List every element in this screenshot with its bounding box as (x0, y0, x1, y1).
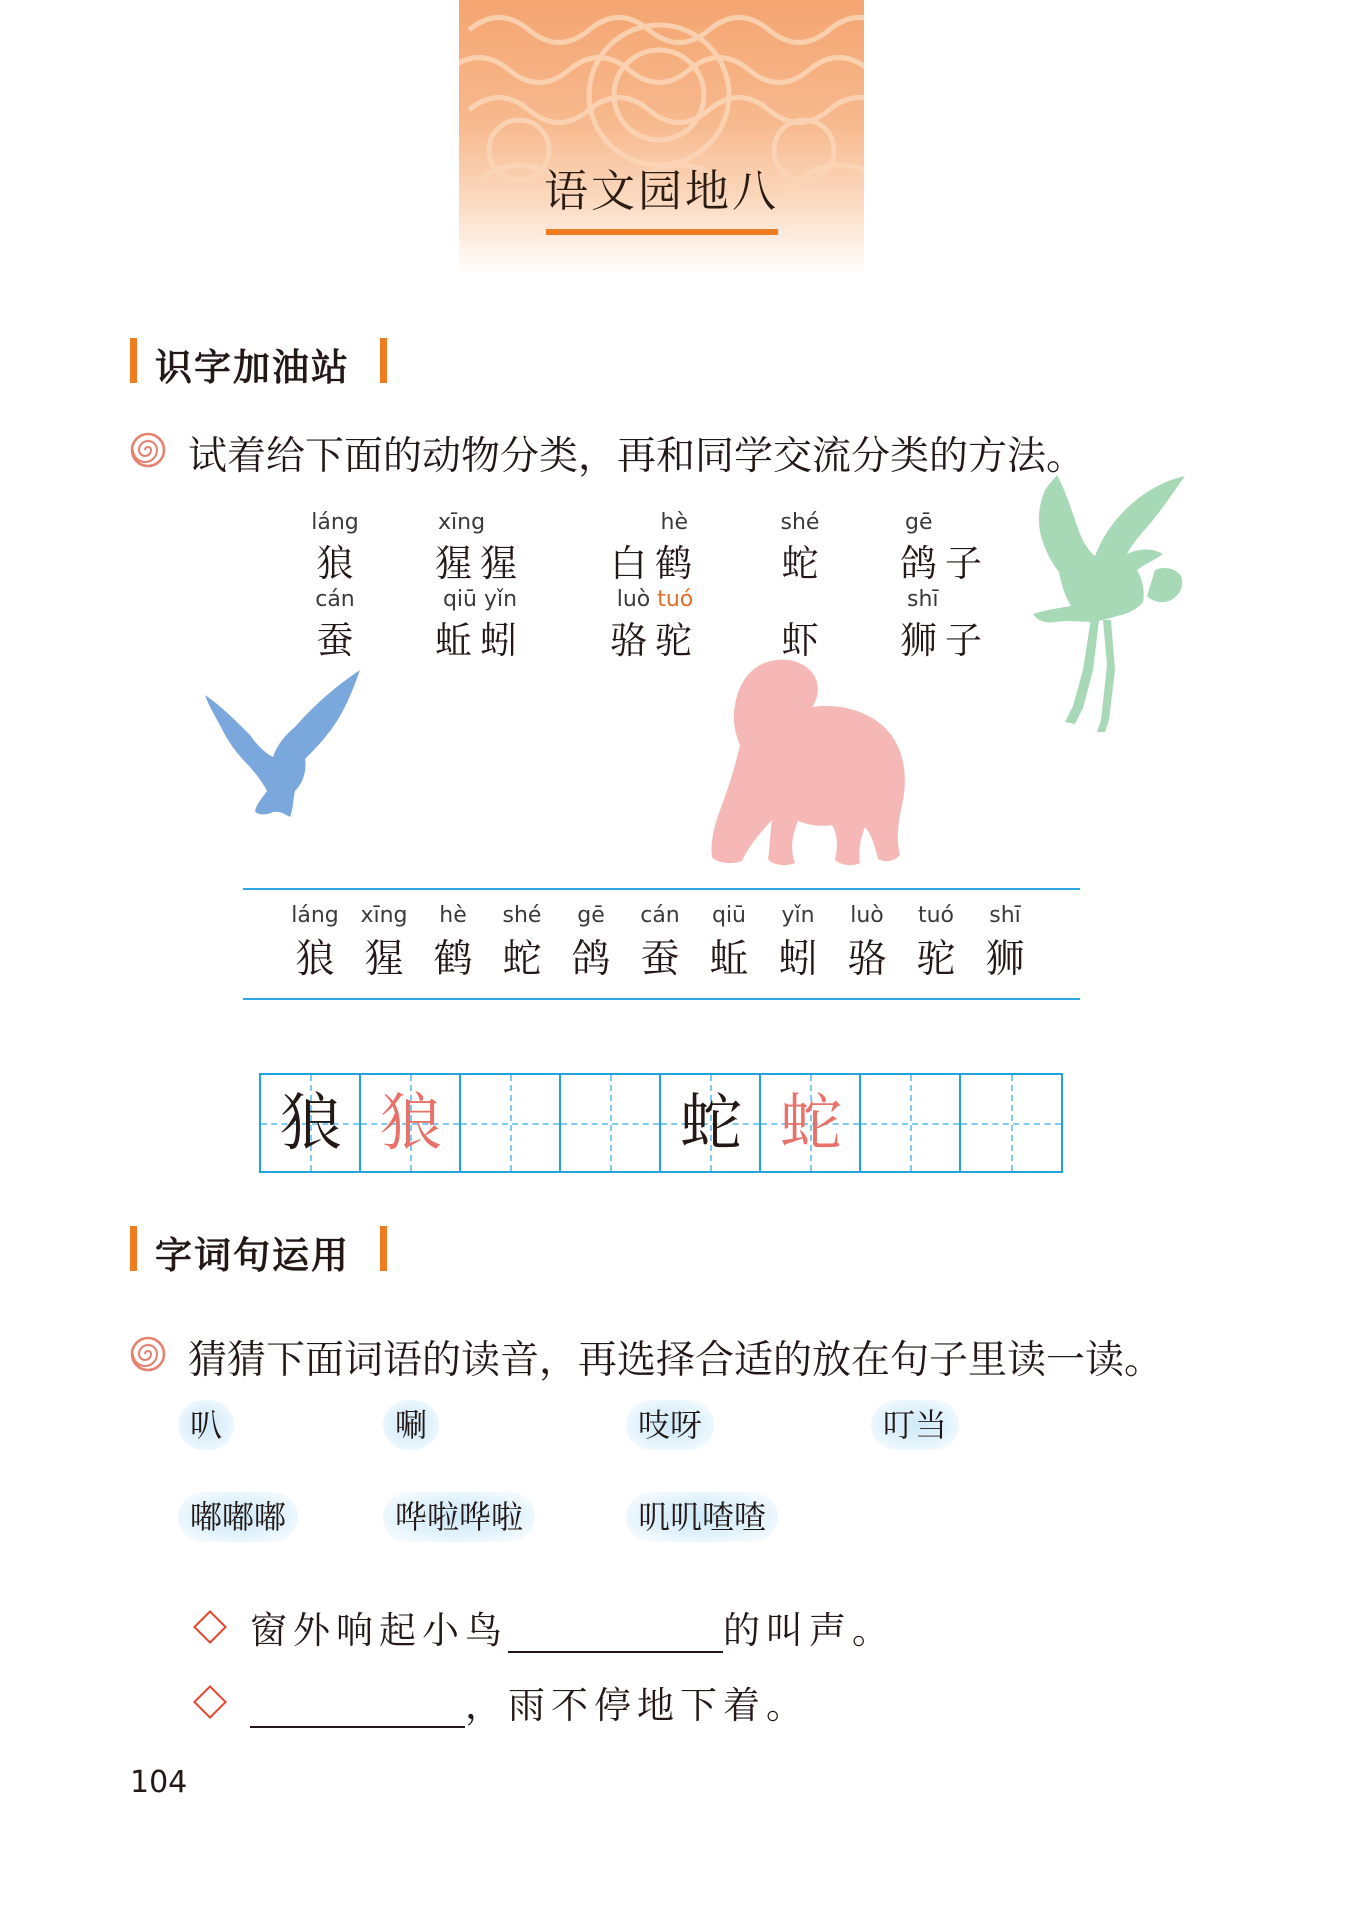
writing-cell[interactable] (361, 1075, 461, 1171)
writing-cell[interactable] (961, 1075, 1061, 1171)
pinyin: luò tuó (616, 587, 694, 612)
sentence-text: ，雨不停地下着。 (465, 1684, 809, 1727)
swirl-bullet-icon (130, 1336, 166, 1372)
fill-blank[interactable] (508, 1651, 723, 1653)
crane-silhouette (1025, 470, 1195, 740)
word-tag: 叽叽喳喳 (626, 1492, 778, 1542)
hanzi: 鸽子 (900, 542, 990, 585)
page-title: 语文园地八 (544, 166, 779, 217)
writing-grid (259, 1073, 1063, 1173)
word-snake (770, 510, 830, 587)
pinyin: gē (905, 510, 933, 535)
strip-char-can: cán 蚕 (640, 903, 680, 982)
model-char-lang: 狼 (279, 1086, 342, 1159)
word-wolf (305, 510, 365, 587)
diamond-bullet-icon (193, 1610, 227, 1644)
sentence-text: 窗外响起小鸟 (250, 1609, 508, 1652)
section-title-literacy: 识字加油站 (155, 346, 350, 389)
strip-char-he: hè 鹤 (433, 903, 473, 982)
hanzi: 蚕 (316, 619, 354, 662)
word-tag: 哗啦哗啦 (383, 1492, 535, 1542)
strip-char-tuo: tuó 驼 (916, 903, 956, 982)
pinyin: láng (311, 510, 359, 535)
page-number: 104 (130, 1765, 188, 1800)
word-tag: 嘟嘟嘟 (178, 1492, 298, 1542)
word-tag: 叭 (178, 1400, 234, 1450)
model-char-she: 蛇 (679, 1086, 742, 1159)
section-title-word-use: 字词句运用 (155, 1234, 350, 1277)
word-camel (600, 587, 710, 664)
writing-cell[interactable] (661, 1075, 761, 1171)
writing-cell[interactable] (461, 1075, 561, 1171)
word-earthworm (430, 587, 530, 664)
sentence-text: 的叫声。 (723, 1609, 895, 1652)
word-shrimp (770, 587, 830, 664)
pinyin: cán (315, 587, 355, 612)
strip-bottom-line (243, 998, 1080, 1000)
hanzi: 虾 (781, 619, 819, 662)
strip-char-luo: luò 骆 (847, 903, 887, 982)
word-egret (600, 510, 710, 587)
pinyin: xīng (438, 510, 486, 535)
hanzi: 狼 (316, 542, 354, 585)
strip-char-qiu: qiū 蚯 (709, 903, 749, 982)
hanzi: 蛇 (781, 542, 819, 585)
word-tag: 唰 (383, 1400, 439, 1450)
trace-char-lang: 狼 (379, 1086, 442, 1159)
hanzi: 猩猩 (435, 542, 525, 585)
writing-cell[interactable] (261, 1075, 361, 1171)
pinyin: qiū yǐn (442, 587, 518, 612)
pinyin: shé (780, 510, 820, 535)
title-underline (546, 229, 778, 235)
word-tag: 叮当 (871, 1400, 959, 1450)
gorilla-silhouette (700, 655, 915, 870)
sentence-2 (250, 1675, 809, 1729)
word-pigeon (895, 510, 995, 587)
swirl-bullet-icon (130, 432, 166, 468)
word-lion (895, 587, 995, 664)
instruction-guess-reading: 猜猜下面词语的读音，再选择合适的放在句子里读一读。 (188, 1338, 1164, 1383)
hanzi: 狮子 (900, 619, 990, 662)
word-tag: 吱呀 (626, 1400, 714, 1450)
pinyin (770, 587, 830, 612)
strip-top-line (243, 888, 1080, 890)
diamond-bullet-icon (193, 1685, 227, 1719)
sentence-1 (250, 1600, 895, 1654)
hanzi: 蚯蚓 (435, 619, 525, 662)
trace-char-she: 蛇 (779, 1086, 842, 1159)
section-bar-right (380, 1226, 387, 1271)
hanzi: 白鹤 (610, 542, 700, 585)
strip-char-she: shé 蛇 (502, 903, 542, 982)
strip-char-xing: xīng 猩 (360, 903, 408, 982)
writing-cell[interactable] (561, 1075, 661, 1171)
pinyin: hè (660, 510, 688, 535)
pinyin: shī (907, 587, 939, 612)
fill-blank[interactable] (250, 1726, 465, 1728)
strip-char-yin: yǐn 蚓 (778, 903, 818, 982)
section-bar-left (130, 1226, 137, 1271)
strip-char-lang: láng 狼 (291, 903, 339, 982)
section-bar-right (380, 338, 387, 383)
word-orangutan (430, 510, 530, 587)
section-bar-left (130, 338, 137, 383)
instruction-classify: 试着给下面的动物分类，再和同学交流分类的方法。 (188, 434, 1086, 479)
writing-cell[interactable] (861, 1075, 961, 1171)
word-silkworm (305, 587, 365, 664)
dove-silhouette (195, 665, 370, 825)
strip-char-shi: shī 狮 (985, 903, 1025, 982)
writing-cell[interactable] (761, 1075, 861, 1171)
strip-char-ge: gē 鸽 (571, 903, 611, 982)
hanzi: 骆驼 (610, 619, 700, 662)
